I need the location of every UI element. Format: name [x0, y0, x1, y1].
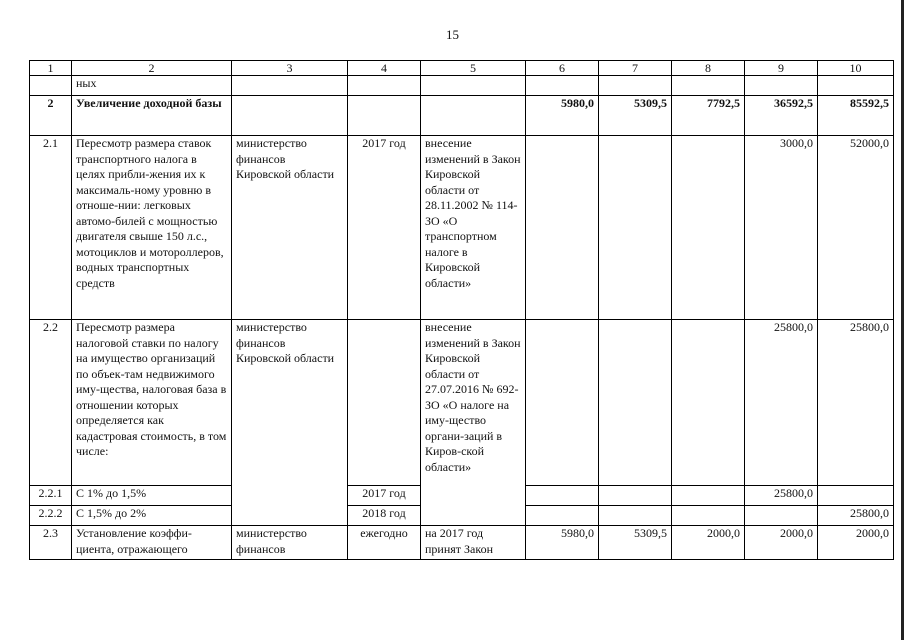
measure-name: Установление коэффи-циента, отражающего	[72, 526, 232, 560]
period: ежегодно	[348, 526, 421, 560]
column-header: 8	[672, 61, 745, 76]
executor: министерство финансов Кировской области	[232, 136, 348, 320]
row-number: 2	[30, 96, 72, 136]
row-number: 2.1	[30, 136, 72, 320]
table-row-2-2	[30, 320, 894, 486]
executor: министерство финансов Кировской области	[232, 320, 348, 526]
value-col9: 3000,0	[745, 136, 818, 320]
column-header: 10	[818, 61, 894, 76]
measure-name: С 1% до 1,5%	[72, 486, 232, 506]
measure-name: Пересмотр размера ставок транспортного налога в целях прибли-жения их к максималь-ному уровню в отноше-нии: легковых автомо-билей с мощностью двигателя свыше 150 л.с., мотоциклов и мотороллеров, водных транспортных средств	[72, 136, 232, 320]
value-col10: 52000,0	[818, 136, 894, 320]
period: 2017 год	[348, 486, 421, 506]
value-col6: 5980,0	[526, 96, 599, 136]
expected-result: внесение изменений в Закон Кировской области от 27.07.2016 № 692-ЗО «О налоге на иму-щество органи-заций в Киров-ской области»	[421, 320, 526, 526]
value-col9: 36592,5	[745, 96, 818, 136]
expected-result: на 2017 год принят Закон	[421, 526, 526, 560]
value-col8: 7792,5	[672, 96, 745, 136]
column-header: 5	[421, 61, 526, 76]
value-col7: 5309,5	[599, 526, 672, 560]
row-number: 2.2	[30, 320, 72, 486]
column-header: 2	[72, 61, 232, 76]
row-number: 2.3	[30, 526, 72, 560]
value-col10: 25800,0	[818, 506, 894, 526]
table-row-2-1	[30, 136, 894, 320]
executor: министерство финансов	[232, 526, 348, 560]
column-header: 3	[232, 61, 348, 76]
measures-table	[29, 60, 894, 560]
measure-name: С 1,5% до 2%	[72, 506, 232, 526]
period: 2018 год	[348, 506, 421, 526]
row-number: 2.2.1	[30, 486, 72, 506]
value-col10: 25800,0	[818, 320, 894, 486]
value-col7: 5309,5	[599, 96, 672, 136]
row-number: 2.2.2	[30, 506, 72, 526]
value-col9: 25800,0	[745, 320, 818, 486]
column-header: 6	[526, 61, 599, 76]
period: 2017 год	[348, 136, 421, 320]
column-header: 9	[745, 61, 818, 76]
value-col6: 5980,0	[526, 526, 599, 560]
table-header-row	[30, 61, 894, 76]
expected-result: внесение изменений в Закон Кировской области от 28.11.2002 № 114-ЗО «О транспортном налоге в Кировской области»	[421, 136, 526, 320]
measure-name: Увеличение доходной базы	[72, 96, 232, 136]
page-number: 15	[446, 27, 459, 42]
column-header: 1	[30, 61, 72, 76]
value-col10: 85592,5	[818, 96, 894, 136]
value-col9: 25800,0	[745, 486, 818, 506]
scan-edge-line	[901, 0, 904, 640]
column-header: 4	[348, 61, 421, 76]
table-row-2-3	[30, 526, 894, 560]
table-row-continuation	[30, 76, 894, 96]
value-col9: 2000,0	[745, 526, 818, 560]
value-col8: 2000,0	[672, 526, 745, 560]
table-row-2	[30, 96, 894, 136]
continuation-text: ных	[72, 76, 232, 96]
measure-name: Пересмотр размера налоговой ставки по налогу на имущество организаций по объек-там недвижимого иму-щества, налоговая база в отношении которых определяется как кадастровая стоимость, в том числе:	[72, 320, 232, 486]
column-header: 7	[599, 61, 672, 76]
value-col10: 2000,0	[818, 526, 894, 560]
